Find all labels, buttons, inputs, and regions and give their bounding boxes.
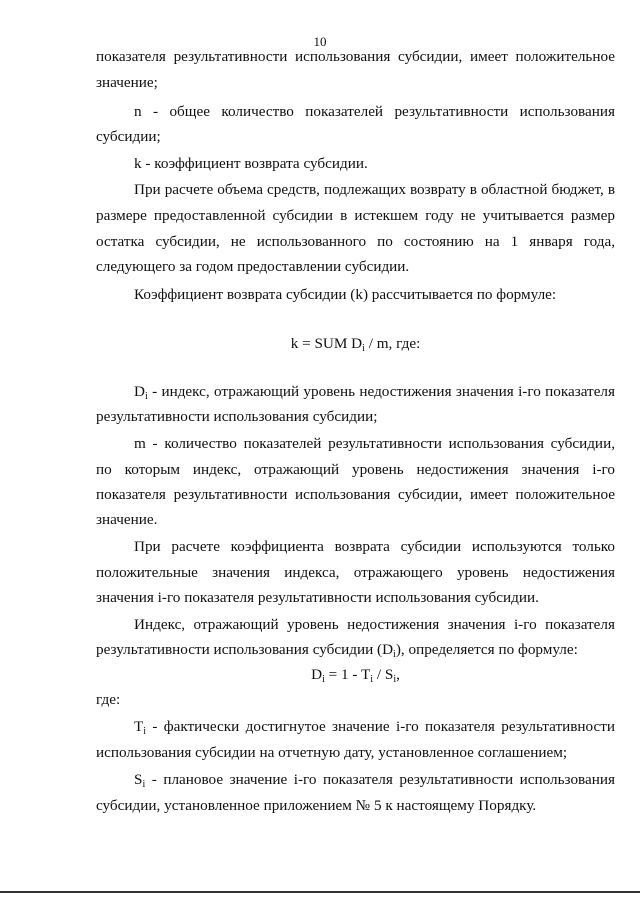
text-line: показателя результативности использования субсидии, имеет положительное bbox=[96, 48, 615, 65]
text-line: Индекс, отражающий уровень недостижения значения i-го показателя bbox=[134, 616, 615, 633]
text-line: размере предоставленной субсидии в истекшем году не учитывается размер bbox=[96, 207, 615, 224]
bottom-rule bbox=[0, 891, 640, 893]
text-line: результативности использования субсидии; bbox=[96, 408, 378, 425]
text-line: субсидии; bbox=[96, 128, 161, 145]
formula-d: $D_i = 1 - T_i / S_i$, bbox=[311, 666, 400, 685]
text-line: где: bbox=[96, 691, 121, 708]
text-line: значения i-го показателя результативности использования субсидии. bbox=[96, 589, 539, 606]
text-line: следующего за годом предоставлении субсидии. bbox=[96, 258, 410, 275]
text-line: k - коэффициент возврата субсидии. bbox=[134, 155, 368, 172]
text-line: положительные значения индекса, отражающего уровень недостижения bbox=[96, 564, 615, 581]
text-line: показателя результативности использования субсидии, имеет положительное bbox=[96, 486, 615, 503]
text-line: по которым индекс, отражающий уровень недостижения значения i-го bbox=[96, 461, 615, 478]
text-line: субсидии, установленное приложением № 5 к настоящему Порядку. bbox=[96, 797, 537, 814]
text-line: остатка субсидии, не использованного по состоянию на 1 января года, bbox=[96, 233, 615, 250]
text-line: При расчете объема средств, подлежащих возврату в областной бюджет, в bbox=[134, 181, 615, 198]
text-line: Коэффициент возврата субсидии (k) рассчитывается по формуле: bbox=[134, 286, 557, 303]
text-line: результативности использования субсидии $(D_i)$, определяется по формуле: bbox=[96, 641, 578, 660]
text-line: При расчете коэффициента возврата субсидии используются только bbox=[134, 538, 615, 555]
text-line: $D_i$ - индекс, отражающий уровень недостижения значения i-го показателя bbox=[134, 383, 616, 402]
formula-k: k = SUM $D_i$ / m, где: bbox=[290, 335, 421, 354]
text-line: использования субсидии на отчетную дату, установленное соглашением; bbox=[96, 744, 568, 761]
text-line: $T_i$ - фактически достигнутое значение i-го показателя результативности bbox=[134, 718, 616, 737]
page-number: 10 bbox=[313, 34, 327, 49]
text-line: $S_i$ - плановое значение i-го показателя результативности использования bbox=[134, 771, 616, 790]
text-line: n - общее количество показателей результативности использования bbox=[134, 103, 615, 120]
text-line: значение. bbox=[96, 511, 158, 528]
text-line: m - количество показателей результативности использования субсидии, bbox=[134, 435, 615, 452]
text-line: значение; bbox=[96, 74, 158, 91]
